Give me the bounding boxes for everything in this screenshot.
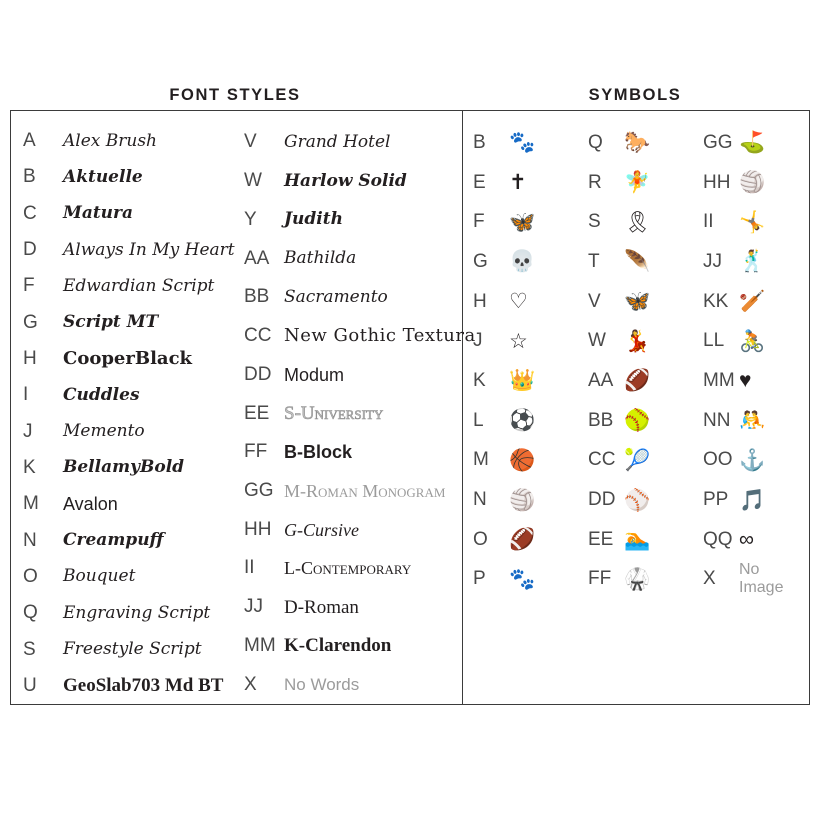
list-item[interactable] [588,361,693,401]
volleyball-alt-icon: 🏐 [509,488,536,512]
list-item[interactable] [244,123,462,162]
symbol-code: M [473,449,489,471]
symbol-code: N [473,489,487,511]
list-item[interactable] [23,414,236,450]
star-outline-icon: ☆ [509,329,528,353]
symbol-code: R [588,171,602,193]
symbol-code: FF [588,568,612,590]
crossed-bats-icon: ⚾ [624,488,651,512]
paw-icon: 🐾 [509,567,536,591]
heart-outline-icon: ♡ [509,290,528,314]
list-item[interactable] [23,232,236,268]
cheerleader-icon: 🤸 [739,210,766,234]
symbol-code: F [473,211,485,233]
awareness-ribbon-icon: 🎗 [624,210,651,234]
list-item[interactable] [588,163,693,203]
golf-ball-icon: ⛳ [739,131,766,155]
symbol-code: GG [703,131,733,153]
baseball-glove-icon: 🥎 [624,409,651,433]
font-code: AA [244,247,270,269]
list-item[interactable] [244,510,462,549]
font-sample: Judith [284,209,343,230]
font-code: BB [244,286,270,308]
list-item[interactable] [703,242,808,282]
symbols-panel [463,111,809,704]
font-code: J [23,420,33,442]
symbol-code: QQ [703,528,733,550]
font-styles-header: FONT STYLES [169,86,301,104]
font-code: DD [244,363,272,385]
font-sample: Freestyle Script [63,639,202,660]
list-item[interactable] [23,268,236,304]
dancer-icon: 🕺 [739,250,766,274]
list-item[interactable] [23,522,236,558]
music-note-icon: 🎵 [739,488,766,512]
symbol-code: JJ [703,250,722,272]
karate-icon: 🥋 [624,567,651,591]
font-sample-no-words: No Words [284,675,360,695]
font-sample: CooperBlack [63,348,193,370]
symbol-code: E [473,171,486,193]
list-item[interactable] [23,486,236,522]
list-item[interactable] [473,401,578,441]
wrestler-icon: 🤼 [739,409,766,433]
font-sample: S-University [284,403,384,424]
list-item[interactable] [703,560,808,600]
font-code: D [23,239,37,261]
list-item[interactable] [23,450,236,486]
font-sample: Modum [284,364,345,385]
font-sample: Aktuelle [63,166,143,187]
font-styles-column-1 [11,123,236,704]
list-item[interactable] [703,321,808,361]
baseball-batter-icon: 🏏 [739,290,766,314]
symbol-code: W [588,330,606,352]
symbol-code: BB [588,409,614,431]
butterfly-icon: 🦋 [509,210,536,234]
font-code: S [23,638,36,660]
football-icon: 🏈 [509,528,536,552]
list-item[interactable] [473,123,578,163]
font-code: FF [244,441,268,463]
swimmer-icon: 🏊 [624,528,651,552]
list-item[interactable] [244,162,462,201]
list-item[interactable] [703,480,808,520]
list-item[interactable] [588,282,693,322]
list-item[interactable] [588,202,693,242]
tiara-icon: 👑 [509,369,536,393]
list-item[interactable] [703,163,808,203]
cross-icon: ✝ [509,171,527,195]
symbol-code: II [703,211,714,233]
list-item[interactable] [244,355,462,394]
font-sample: Memento [63,421,145,442]
font-sample: B-Block [284,442,353,463]
list-item[interactable] [244,472,462,511]
symbol-code: PP [703,489,729,511]
font-sample: Engraving Script [63,602,211,623]
font-sample: Sacramento [284,286,388,307]
chart-headers [10,86,810,105]
font-code: Y [244,208,257,230]
symbol-code: B [473,131,486,153]
font-sample: G-Cursive [284,519,359,540]
font-code: V [244,131,257,153]
font-code: F [23,275,35,297]
font-code: W [244,170,262,192]
list-item[interactable] [588,321,693,361]
font-sample: Alex Brush [63,130,158,151]
list-item[interactable] [703,361,808,401]
football-helmet-icon: 🏈 [624,369,651,393]
list-item[interactable] [703,441,808,481]
list-item[interactable] [23,631,236,667]
symbols-column-3 [693,123,808,704]
font-sample: L-Contemporary [284,558,412,579]
list-item[interactable] [473,242,578,282]
font-styles-panel [11,111,476,704]
symbol-code: DD [588,489,616,511]
font-code: O [23,565,38,587]
list-item[interactable] [23,559,236,595]
font-sample: GeoSlab703 Md BT [63,675,224,697]
font-sample: K-Clarendon [284,635,392,657]
font-code: H [23,348,37,370]
font-sample: D-Roman [284,596,359,618]
list-item[interactable] [703,520,808,560]
anchor-icon: ⚓ [739,448,766,472]
font-sample: Harlow Solid [284,170,407,191]
symbol-code: AA [588,369,614,391]
font-code: EE [244,402,270,424]
symbols-column-1 [463,123,578,704]
list-item[interactable] [473,441,578,481]
font-sample: Script MT [63,312,159,333]
ballerina-icon: 💃 [624,329,651,353]
list-item[interactable] [244,627,462,666]
list-item[interactable] [244,549,462,588]
font-code: G [23,311,38,333]
list-item[interactable] [244,394,462,433]
font-sample: Grand Hotel [284,131,391,152]
list-item[interactable] [473,361,578,401]
horse-icon: 🐎 [624,131,651,155]
font-sample: Matura [63,203,134,224]
heart-solid-icon: ♥ [739,369,752,393]
list-item[interactable] [23,668,236,704]
list-item[interactable] [588,441,693,481]
list-item[interactable] [473,560,578,600]
font-sample: Bathilda [284,248,357,269]
symbol-code: Q [588,131,603,153]
cyclist-icon: 🚴 [739,329,766,353]
basketball-icon: 🏀 [509,448,536,472]
list-item[interactable] [244,200,462,239]
list-item[interactable] [23,123,236,159]
symbol-code: H [473,290,487,312]
fairy-icon: 🧚 [624,171,651,195]
list-item[interactable] [703,202,808,242]
font-sample: Bouquet [63,566,136,587]
soccer-ball-icon: ⚽ [509,409,536,433]
font-code: B [23,166,36,188]
symbol-code: LL [703,330,725,352]
symbol-code: HH [703,171,731,193]
list-item[interactable] [244,433,462,472]
list-item[interactable] [23,595,236,631]
symbols-column-2 [578,123,693,704]
font-code: I [23,384,29,406]
list-item[interactable] [244,665,462,704]
list-item[interactable] [588,520,693,560]
symbol-code: V [588,290,601,312]
list-item[interactable] [244,239,462,278]
font-sample: M-Roman Monogram [284,480,446,501]
list-item[interactable] [473,321,578,361]
list-item[interactable] [23,377,236,413]
tennis-racket-icon: 🎾 [624,448,651,472]
list-item[interactable] [23,305,236,341]
font-styles-column-2 [236,123,476,704]
symbol-code: KK [703,290,729,312]
list-item[interactable] [23,196,236,232]
symbol-code: J [473,330,483,352]
list-item[interactable] [703,123,808,163]
list-item[interactable] [588,242,693,282]
font-sample: Creampuff [63,530,164,551]
symbol-code: P [473,568,486,590]
symbol-code: O [473,528,488,550]
no-image-label: No Image [739,561,784,597]
infinity-icon: ∞ [739,528,754,552]
font-code: N [23,529,37,551]
list-item[interactable] [23,341,236,377]
font-code: MM [244,634,276,656]
font-code: K [23,456,36,478]
font-code: JJ [244,596,263,618]
font-code: GG [244,479,274,501]
skull-icon: 💀 [509,250,536,274]
list-item[interactable] [244,588,462,627]
font-sample: Avalon [63,494,118,515]
font-sample: Edwardian Script [63,275,215,296]
symbol-code: L [473,409,484,431]
list-item[interactable] [703,401,808,441]
symbol-code: EE [588,528,614,550]
symbol-code: G [473,250,488,272]
font-code: II [244,557,255,579]
symbol-code: T [588,250,600,272]
font-sample: BellamyBold [63,457,185,478]
butterfly-alt-icon: 🦋 [624,290,651,314]
list-item[interactable] [244,278,462,317]
list-item[interactable] [244,317,476,356]
symbol-code: NN [703,409,731,431]
chart-box [10,110,810,705]
font-code: U [23,674,37,696]
font-code: M [23,493,39,515]
font-sample: Always In My Heart [63,239,235,260]
font-sample: Cuddles [63,384,140,405]
list-item[interactable] [473,202,578,242]
list-item[interactable] [588,560,693,600]
symbol-code: MM [703,369,735,391]
symbol-code: S [588,211,601,233]
symbols-header: SYMBOLS [588,86,682,104]
list-item[interactable] [473,520,578,560]
symbol-code: X [703,568,716,590]
list-item[interactable] [588,401,693,441]
list-item[interactable] [588,123,693,163]
font-sample: New Gothic Textura [284,325,476,347]
list-item[interactable] [473,480,578,520]
font-code: HH [244,518,272,540]
symbol-code: K [473,369,486,391]
font-code: A [23,130,36,152]
symbol-code: CC [588,449,616,471]
list-item[interactable] [703,282,808,322]
font-code: X [244,673,257,695]
font-code: Q [23,602,38,624]
symbol-code: OO [703,449,733,471]
list-item[interactable] [588,480,693,520]
font-code: CC [244,325,272,347]
paw-print-icon: 🐾 [509,131,536,155]
font-code: C [23,202,37,224]
list-item[interactable] [473,282,578,322]
list-item[interactable] [23,159,236,195]
volleyball-icon: 🏐 [739,171,766,195]
feather-icon: 🪶 [624,250,651,274]
list-item[interactable] [473,163,578,203]
